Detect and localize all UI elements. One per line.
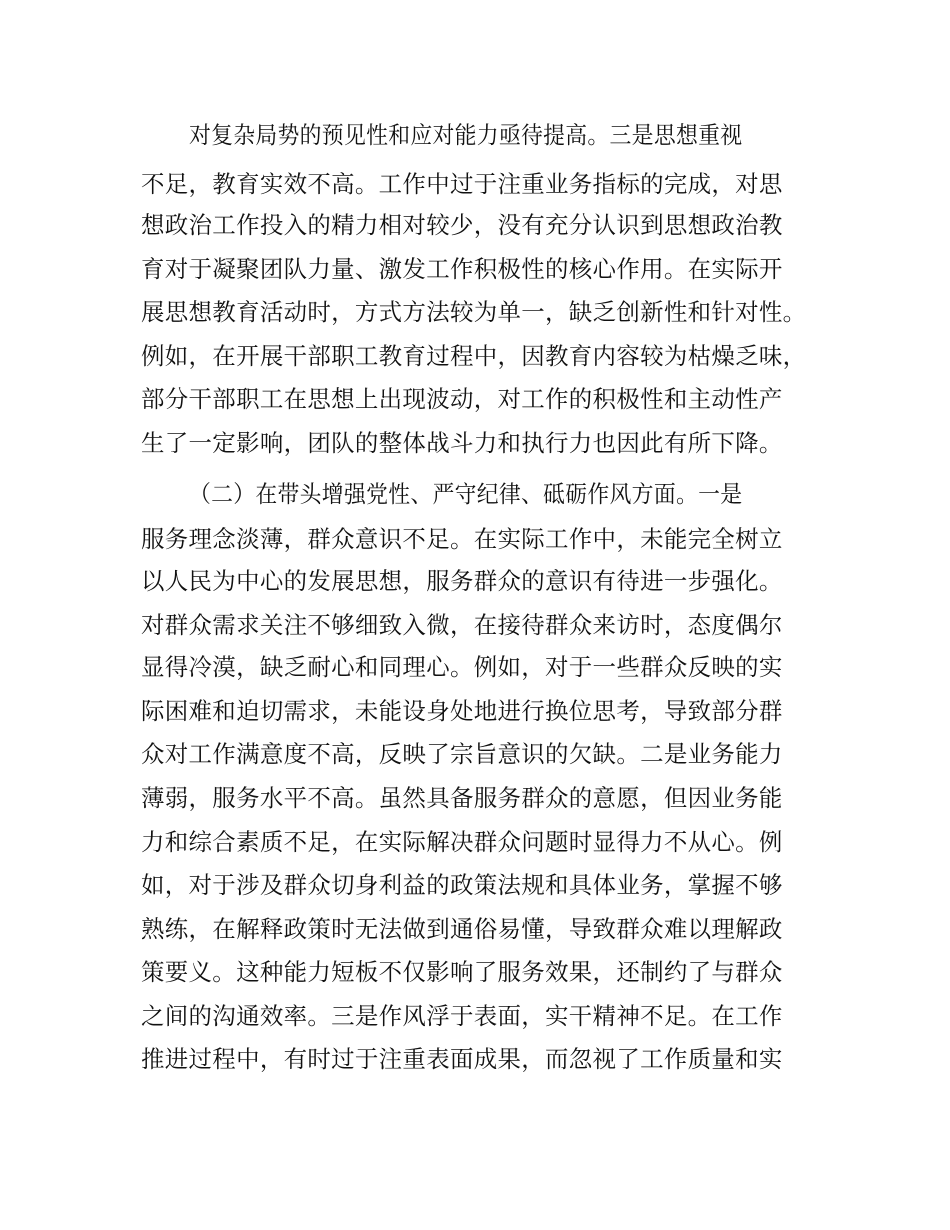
paragraph-1-line-7: 部分干部职工在思想上出现波动，对工作的积极性和主动性产 — [141, 385, 783, 413]
paragraph-2-line-8: 薄弱，服务水平不高。虽然具备服务群众的意愿，但因业务能 — [141, 784, 783, 812]
paragraph-2-line-6: 际困难和迫切需求，未能设身处地进行换位思考，导致部分群 — [141, 697, 783, 725]
paragraph-1-line-2: 不足，教育实效不高。工作中过于注重业务指标的完成，对思 — [141, 170, 783, 198]
paragraph-2-line-12: 策要义。这种能力短板不仅影响了服务效果，还制约了与群众 — [141, 958, 783, 986]
paragraph-1-line-4: 育对于凝聚团队力量、激发工作积极性的核心作用。在实际开 — [141, 255, 783, 283]
paragraph-2-line-3: 以人民为中心的发展思想，服务群众的意识有待进一步强化。 — [141, 567, 783, 595]
paragraph-1-line-8: 生了一定影响，团队的整体战斗力和执行力也因此有所下降。 — [141, 429, 783, 457]
paragraph-1-line-1: 对复杂局势的预见性和应对能力亟待提高。三是思想重视 — [189, 121, 743, 149]
paragraph-2-line-2: 服务理念淡薄，群众意识不足。在实际工作中，未能完全树立 — [141, 525, 783, 553]
paragraph-1-line-6: 例如，在开展干部职工教育过程中，因教育内容较为枯燥乏味， — [141, 342, 807, 370]
paragraph-2-line-7: 众对工作满意度不高，反映了宗旨意识的欠缺。二是业务能力 — [141, 740, 783, 768]
paragraph-2-line-4: 对群众需求关注不够细致入微，在接待群众来访时，态度偶尔 — [141, 611, 783, 639]
paragraph-2-line-11: 熟练，在解释政策时无法做到通俗易懂，导致群众难以理解政 — [141, 915, 783, 943]
paragraph-1-line-5: 展思想教育活动时，方式方法较为单一，缺乏创新性和针对性。 — [141, 298, 807, 326]
paragraph-2-line-13: 之间的沟通效率。三是作风浮于表面，实干精神不足。在工作 — [141, 1002, 783, 1030]
paragraph-2-line-5: 显得冷漠，缺乏耐心和同理心。例如，对于一些群众反映的实 — [141, 653, 783, 681]
paragraph-2-line-14: 推进过程中，有时过于注重表面成果，而忽视了工作质量和实 — [141, 1045, 783, 1073]
paragraph-1-line-3: 想政治工作投入的精力相对较少，没有充分认识到思想政治教 — [141, 211, 783, 239]
paragraph-2-line-10: 如，对于涉及群众切身利益的政策法规和具体业务，掌握不够 — [141, 871, 783, 899]
paragraph-2-line-1: （二）在带头增强党性、严守纪律、砥砺作风方面。一是 — [189, 480, 743, 508]
paragraph-2-line-9: 力和综合素质不足，在实际解决群众问题时显得力不从心。例 — [141, 828, 783, 856]
